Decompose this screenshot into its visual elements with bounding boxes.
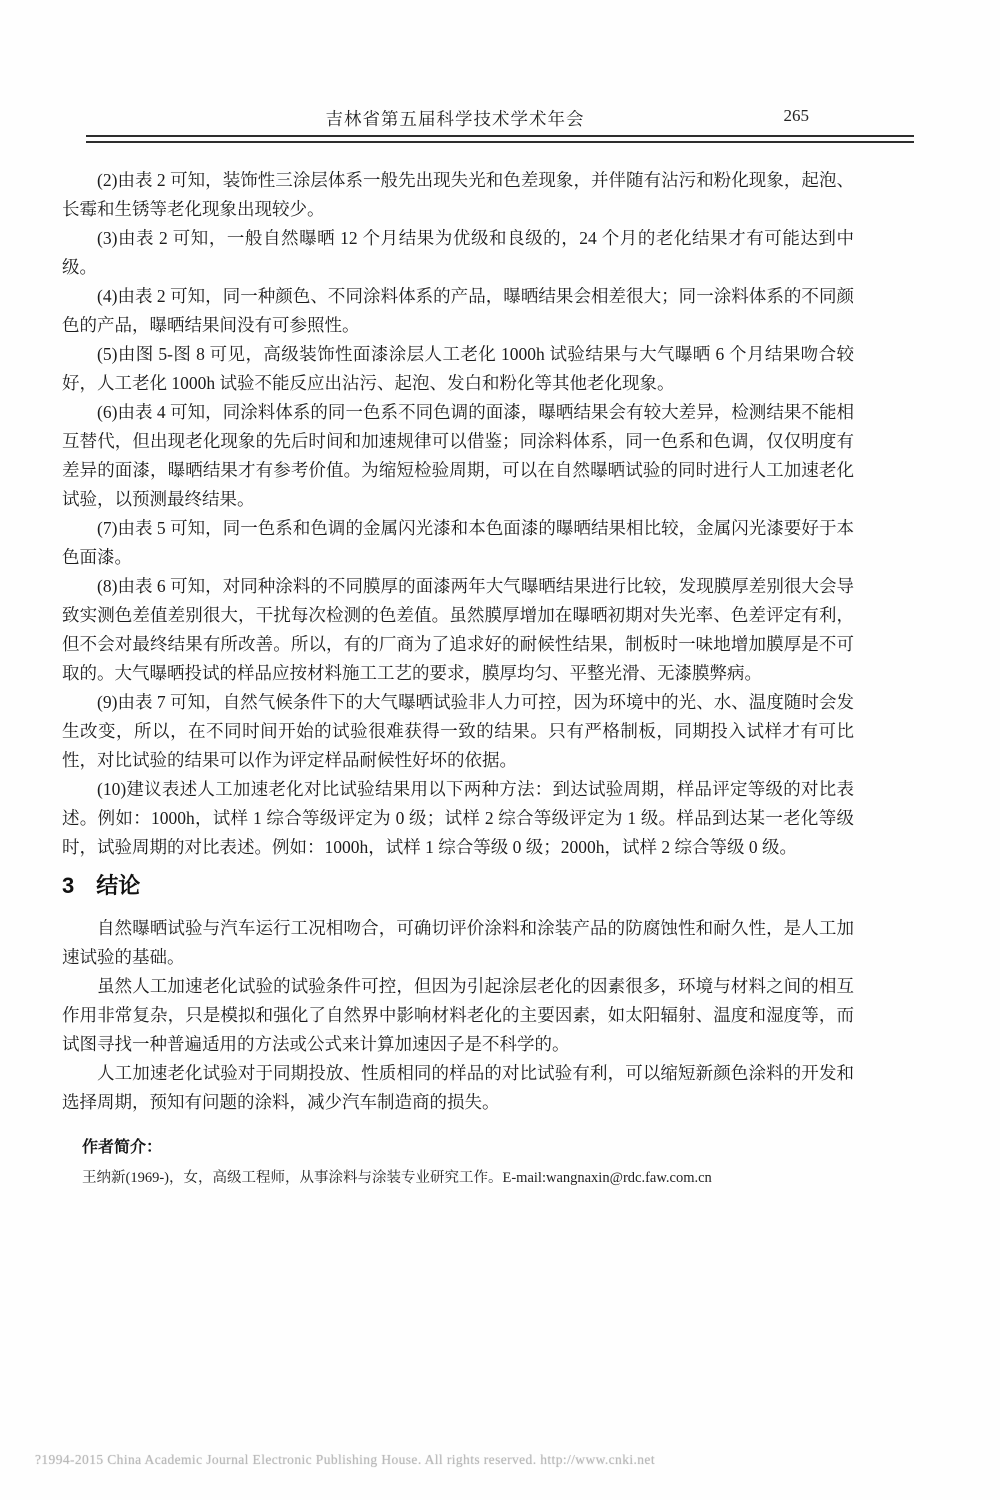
cnki-watermark: ?1994-2015 China Academic Journal Electronic Publishing House. All rights reserved. http://www.cnki.net [35, 1452, 655, 1467]
section-number: 3 [62, 873, 75, 898]
body-paragraph-7: (7)由表 5 可知，同一色系和色调的金属闪光漆和本色面漆的曝晒结果相比较，金属闪光漆要好于本色面漆。 [62, 518, 854, 567]
article-body [62, 166, 854, 1189]
section-heading-conclusion [62, 871, 854, 901]
page-header [86, 104, 914, 136]
section-title: 结论 [96, 873, 141, 898]
header-double-rule [86, 135, 914, 143]
body-paragraph-10: (10)建议表述人工加速老化对比试验结果用以下两种方法：到达试验周期，样品评定等级的对比表述。例如：1000h，试样 1 综合等级评定为 0 级；试样 2 综合等级评定为 1 级。样品到达某一老化等级时，试验周期的对比表述。例如：1000h，试样 1 综合等级 0 级；2000h，试样 2 综合等级 0 级。 [62, 779, 854, 857]
body-paragraph-4: (4)由表 2 可知，同一种颜色、不同涂料体系的产品，曝晒结果会相差很大；同一涂料体系的不同颜色的产品，曝晒结果间没有可参照性。 [62, 286, 854, 335]
body-paragraph-3: (3)由表 2 可知，一般自然曝晒 12 个月结果为优级和良级的，24 个月的老化结果才有可能达到中级。 [62, 228, 854, 277]
body-paragraph-6: (6)由表 4 可知，同涂料体系的同一色系不同色调的面漆，曝晒结果会有较大差异，检测结果不能相互替代，但出现老化现象的先后时间和加速规律可以借鉴；同涂料体系，同一色系和色调，仅仅明度有差异的面漆，曝晒结果才有参考价值。为缩短检验周期，可以在自然曝晒试验的同时进行人工加速老化试验，以预测最终结果。 [62, 402, 854, 509]
body-paragraph-5: (5)由图 5-图 8 可见，高级装饰性面漆涂层人工老化 1000h 试验结果与大气曝晒 6 个月结果吻合较好，人工老化 1000h 试验不能反应出沾污、起泡、发白和粉化等其他老化现象。 [62, 344, 854, 393]
page-number: 265 [783, 106, 809, 125]
author-section [62, 1136, 854, 1189]
author-section-label: 作者简介： [82, 1139, 163, 1156]
conclusion-paragraph-2: 虽然人工加速老化试验的试验条件可控，但因为引起涂层老化的因素很多，环境与材料之间的相互作用非常复杂，只是模拟和强化了自然界中影响材料老化的主要因素，如太阳辐射、温度和湿度等，而试图寻找一种普遍适用的方法或公式来计算加速因子是不科学的。 [62, 976, 854, 1054]
conference-title: 吉林省第五届科学技术学术年会 [325, 109, 585, 129]
body-paragraph-9: (9)由表 7 可知，自然气候条件下的大气曝晒试验非人力可控，因为环境中的光、水、温度随时会发生改变，所以，在不同时间开始的试验很难获得一致的结果。只有严格制板，同期投入试样才有可比性，对比试验的结果可以作为评定样品耐候性好坏的依据。 [62, 692, 854, 770]
conclusion-paragraph-3: 人工加速老化试验对于同期投放、性质相同的样品的对比试验有利，可以缩短新颜色涂料的开发和选择周期，预知有问题的涂料，减少汽车制造商的损失。 [62, 1063, 854, 1112]
body-paragraph-2: (2)由表 2 可知，装饰性三涂层体系一般先出现失光和色差现象，并伴随有沾污和粉化现象，起泡、长霉和生锈等老化现象出现较少。 [62, 170, 854, 219]
body-paragraph-8: (8)由表 6 可知，对同种涂料的不同膜厚的面漆两年大气曝晒结果进行比较，发现膜厚差别很大会导致实测色差值差别很大，干扰每次检测的色差值。虽然膜厚增加在曝晒初期对失光率、色差评定有利，但不会对最终结果有所改善。所以，有的厂商为了追求好的耐候性结果，制板时一味地增加膜厚是不可取的。大气曝晒投试的样品应按材料施工工艺的要求，膜厚均匀、平整光滑、无漆膜弊病。 [62, 576, 854, 683]
conclusion-paragraph-1: 自然曝晒试验与汽车运行工况相吻合，可确切评价涂料和涂装产品的防腐蚀性和耐久性，是人工加速试验的基础。 [62, 918, 854, 967]
author-bio-text: 王纳新(1969-)，女，高级工程师，从事涂料与涂装专业研究工作。E-mail:wangnaxin@rdc.faw.com.cn [82, 1170, 712, 1186]
